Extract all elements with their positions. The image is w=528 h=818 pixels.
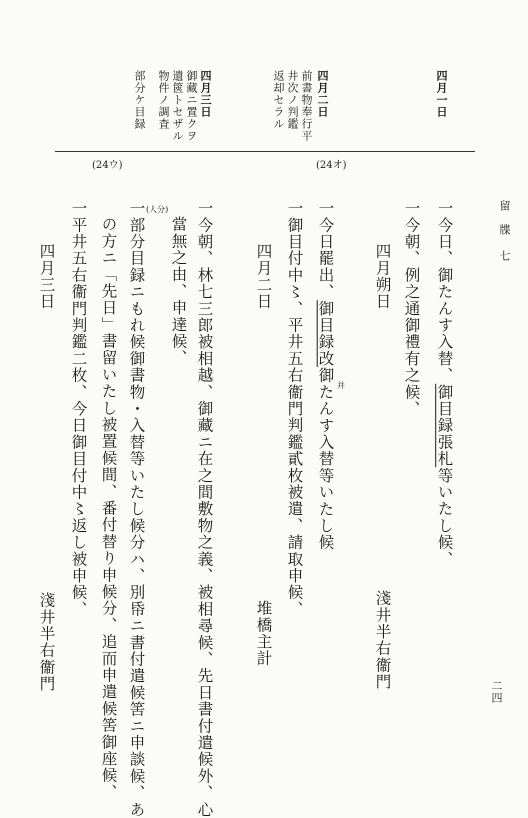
body-line-5: 一御目付中〻、平井五右衞門判鑑貳枚被遣、請取申候、 xyxy=(285,200,304,618)
body-line-4: 一今日罷出、御目録改御たんす入替等いたし候 xyxy=(316,200,335,551)
body-line-9: 一部分目録ニもれ候御書物・入替等いたし候分ハ、別帋ニ書付遣候筈ニ申談候、あ xyxy=(127,200,146,818)
signature-asai-2: 淺井半右衞門 xyxy=(37,592,56,693)
ruby-annotation: 并 xyxy=(337,381,345,390)
ruby-annotation-2: (人分) xyxy=(146,205,169,214)
date-april-3: 四月三日 xyxy=(37,243,56,310)
body-line-7: 一今朝、林七三郎被相越、御藏ニ在之間敷物之義、被相尋候、先日書付遣候外、心 xyxy=(195,200,214,818)
body-line-10: の方ニ「先日」書留いたし被置候間、番付替り申候分、追而申遣候筈御座候、 xyxy=(99,216,118,801)
headnote-april-2-line1: 前書物奉行平 xyxy=(300,70,313,142)
running-head-title: 留 牒 七 xyxy=(498,200,511,262)
folio-24-verso: (24ウ) xyxy=(92,160,123,171)
body-line-2: 一今朝、例之通御禮有之候、 xyxy=(402,200,421,418)
underlined-phrase: 御目録改 xyxy=(316,300,335,368)
date-april-1: 四月朔日 xyxy=(373,243,392,310)
headnote-april-3-line2: 遺篋トセザル xyxy=(171,70,184,142)
headnote-partial-list: 部分ケ目録 xyxy=(133,70,146,130)
headnote-april-3-line1: 御藏ニ置クヲ xyxy=(185,70,198,142)
body-line-1: 一今日、御たんす入替、御目録張札等いたし候、 xyxy=(435,200,454,568)
headnote-april-2-line3: 返却セラル xyxy=(272,70,285,130)
folio-24-recto: (24オ) xyxy=(316,160,347,171)
date-april-2: 四月二日 xyxy=(254,243,273,310)
headnote-april-1: 四月一日 xyxy=(435,70,448,118)
headnote-april-2-title: 四月二日 xyxy=(316,70,329,118)
signature-tsuihashi: 堆橋主計 xyxy=(254,600,273,667)
signature-asai-1: 淺井半右衞門 xyxy=(373,590,392,691)
body-line-8: 當無之由、申達候、 xyxy=(169,216,188,367)
headnote-divider xyxy=(55,151,475,152)
page-number: 二四 xyxy=(490,680,503,704)
headnote-april-3-title: 四月三日 xyxy=(199,70,212,118)
headnote-april-3-line3: 物件ノ調査 xyxy=(157,70,170,130)
body-line-11: 一平井五右衞門判鑑二枚、今日御目付中〻返し被申候、 xyxy=(69,200,88,618)
headnote-april-2-line2: 井次ノ判鑑 xyxy=(286,70,299,130)
underlined-phrase: 御目録張札 xyxy=(435,383,454,468)
